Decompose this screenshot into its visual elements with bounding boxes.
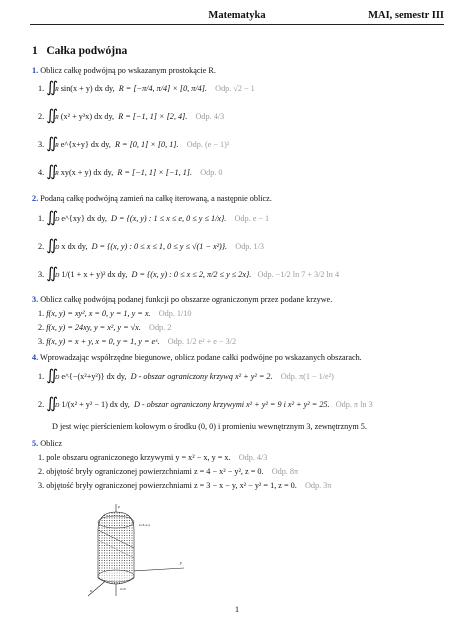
integrand: (x² + y²x) dx dy, [60, 112, 115, 121]
cylinder-base [98, 570, 134, 582]
answer: Odp. π(1 − 1/e²) [280, 372, 334, 381]
problem-5-statement [32, 439, 62, 449]
double-integral-symbol: ∬ [46, 368, 56, 384]
region: R = [0, 1] × [0, 1]. [114, 140, 179, 149]
page-number: 1 [234, 604, 240, 614]
answer: Odp. 8π [271, 467, 299, 476]
header-course: MAI, semestr III [368, 10, 444, 21]
answer: Odp. π ln 3 [335, 400, 373, 409]
item-number: 1. [38, 372, 45, 381]
integral-region-D: D [55, 245, 60, 251]
item-number: 1. [38, 84, 45, 93]
item-number: 1. [38, 453, 45, 462]
task-text: objętość bryły ograniczonej powierzchniami z = 3 − x − y, x² − y² = 1, z = 0. [46, 481, 297, 490]
answer: Odp. 3π [304, 481, 332, 490]
problem-4-item-2 [38, 398, 373, 411]
problem-2-item-3 [38, 268, 339, 281]
section-number: 1 [32, 45, 38, 57]
answer: Odp. 1/3 [235, 242, 264, 251]
task-text: objętość bryły ograniczonej powierzchniami z = 4 − x² − y², z = 0. [46, 467, 264, 476]
item-number: 1. [38, 309, 45, 318]
double-integral-symbol: ∬ [46, 136, 56, 152]
item-number: 2. [38, 467, 45, 476]
problem-number: 1. [32, 66, 39, 75]
problem-text: Oblicz całkę podwójną podanej funkcji po obszarze ograniczonym przez podane krzywe. [40, 295, 333, 304]
integrand: xy(x + y) dx dy, [60, 168, 114, 177]
answer: Odp. −1/2 ln 7 + 3/2 ln 4 [257, 270, 340, 279]
problem-text: Wprowadzając współrzędne biegunowe, oblicz podane całki podwójne po wskazanych obszarach. [40, 353, 362, 362]
answer: Odp. 1/10 [158, 309, 192, 318]
problem-3-item-2 [38, 323, 171, 333]
label-plane: z=3-x-y [139, 523, 151, 527]
problem-5-item-1 [38, 453, 267, 463]
double-integral-symbol: ∬ [46, 164, 56, 180]
integrand: e^{x+y} dx dy, [60, 140, 111, 149]
double-integral-symbol: ∬ [46, 266, 56, 282]
item-number: 3. [38, 337, 45, 346]
label-bottom: x=0 [120, 587, 126, 591]
problem-4-statement [32, 353, 362, 363]
region: R = [−1, 1] × [2, 4]. [118, 112, 188, 121]
problem-1-item-1 [38, 82, 255, 95]
problem-3-statement [32, 295, 332, 305]
problem-2-statement [32, 194, 272, 204]
integral-region-R: R [55, 143, 59, 149]
region: R = [−1, 1] × [−1, 1]. [117, 168, 193, 177]
integral-region-D: D [55, 273, 60, 279]
problem-1-statement [32, 66, 216, 76]
double-integral-symbol: ∬ [46, 108, 56, 124]
label-x: x [90, 588, 92, 593]
integral-region-R: R [55, 171, 59, 177]
label-z: z [118, 504, 120, 509]
problem-number: 5. [32, 439, 39, 448]
section-heading [32, 45, 127, 57]
problem-1-item-4 [38, 166, 223, 179]
item-number: 2. [38, 112, 45, 121]
problem-1-item-3 [38, 138, 229, 151]
item-number: 4. [38, 168, 45, 177]
integrand: e^{xy} dx dy, [61, 214, 107, 223]
integrand: 1/(1 + x + y)² dx dy, [61, 270, 128, 279]
answer: Odp. √2 − 1 [215, 84, 255, 93]
problem-3-item-3 [38, 337, 236, 347]
header-rule [30, 24, 444, 25]
function-and-curves: f(x, y) = 24xy, y = x², y = √x. [46, 323, 141, 332]
item-number: 3. [38, 481, 45, 490]
problem-text: Oblicz całkę podwójną po wskazanym prostokącie R. [40, 66, 216, 75]
page-header [30, 6, 444, 24]
region: D = {(x, y) : 0 ≤ x ≤ 1, 0 ≤ y ≤ √(1 − x²)}. [91, 242, 228, 251]
answer: Odp. 1/2 e² + e − 3/2 [167, 337, 237, 346]
region: R = [−π/4, π/4] × [0, π/4]. [118, 84, 207, 93]
item-number: 1. [38, 214, 45, 223]
item-number: 2. [38, 323, 45, 332]
label-y: y [180, 560, 182, 565]
problem-4-note [52, 422, 367, 432]
problem-number: 4. [32, 353, 39, 362]
double-integral-symbol: ∬ [46, 80, 56, 96]
problem-3-item-1 [38, 309, 191, 319]
region: D = {(x, y) : 1 ≤ x ≤ e, 0 ≤ y ≤ 1/x}. [111, 214, 227, 223]
problem-2-item-2 [38, 240, 264, 253]
answer: Odp. (e − 1)² [186, 140, 230, 149]
problem-2-item-1 [38, 212, 269, 225]
answer: Odp. 0 [200, 168, 223, 177]
double-integral-symbol: ∬ [46, 238, 56, 254]
integral-region-R: R [55, 115, 59, 121]
note-text: D jest więc pierścieniem kołowym o środku (0, 0) i promieniu wewnętrznym 3, zewnętrznym 5. [52, 422, 367, 431]
problem-4-item-1 [38, 370, 334, 383]
item-number: 2. [38, 242, 45, 251]
region: D = {(x, y) : 0 ≤ x ≤ 2, π/2 ≤ y ≤ 2x}. [131, 270, 252, 279]
problem-text: Oblicz [40, 439, 63, 448]
problem-text: Podaną całkę podwójną zamień na całkę iterowaną, a następnie oblicz. [40, 194, 272, 203]
region: D - obszar ograniczony krzywą x² + y² = 2. [130, 372, 273, 381]
cylinder-plane-figure [84, 500, 194, 600]
section-title: Całka podwójna [46, 45, 128, 57]
integral-region-D: D [55, 403, 60, 409]
item-number: 2. [38, 400, 45, 409]
problem-5-item-2 [38, 467, 298, 477]
integral-region-D: D [55, 375, 60, 381]
answer: Odp. 4/3 [195, 112, 225, 121]
integrand: x dx dy, [61, 242, 88, 251]
integral-region-R: R [55, 87, 59, 93]
task-text: pole obszaru ograniczonego krzywymi y = x² − x, y = x. [46, 453, 231, 462]
header-title: Matematyka [208, 10, 266, 21]
answer: Odp. 2 [149, 323, 172, 332]
integrand: sin(x + y) dx dy, [60, 84, 115, 93]
problem-1-item-2 [38, 110, 224, 123]
problem-number: 2. [32, 194, 39, 203]
integrand: e^{−(x²+y²)} dx dy, [61, 372, 127, 381]
integrand: 1/(x² + y² − 1) dx dy, [61, 400, 130, 409]
function-and-curves: f(x, y) = xy², x = 0, y = 1, y = x. [46, 309, 151, 318]
double-integral-symbol: ∬ [46, 210, 56, 226]
answer: Odp. 4/3 [238, 453, 268, 462]
problem-number: 3. [32, 295, 39, 304]
item-number: 3. [38, 270, 45, 279]
item-number: 3. [38, 140, 45, 149]
problem-5-item-3 [38, 481, 331, 491]
double-integral-symbol: ∬ [46, 396, 56, 412]
function-and-curves: f(x, y) = x + y, x = 0, y = 1, y = eˣ. [46, 337, 160, 346]
region: D - obszar ograniczony krzywymi x² + y² = 9 i x² + y² = 25. [133, 400, 330, 409]
answer: Odp. e − 1 [234, 214, 270, 223]
integral-region-D: D [55, 217, 60, 223]
